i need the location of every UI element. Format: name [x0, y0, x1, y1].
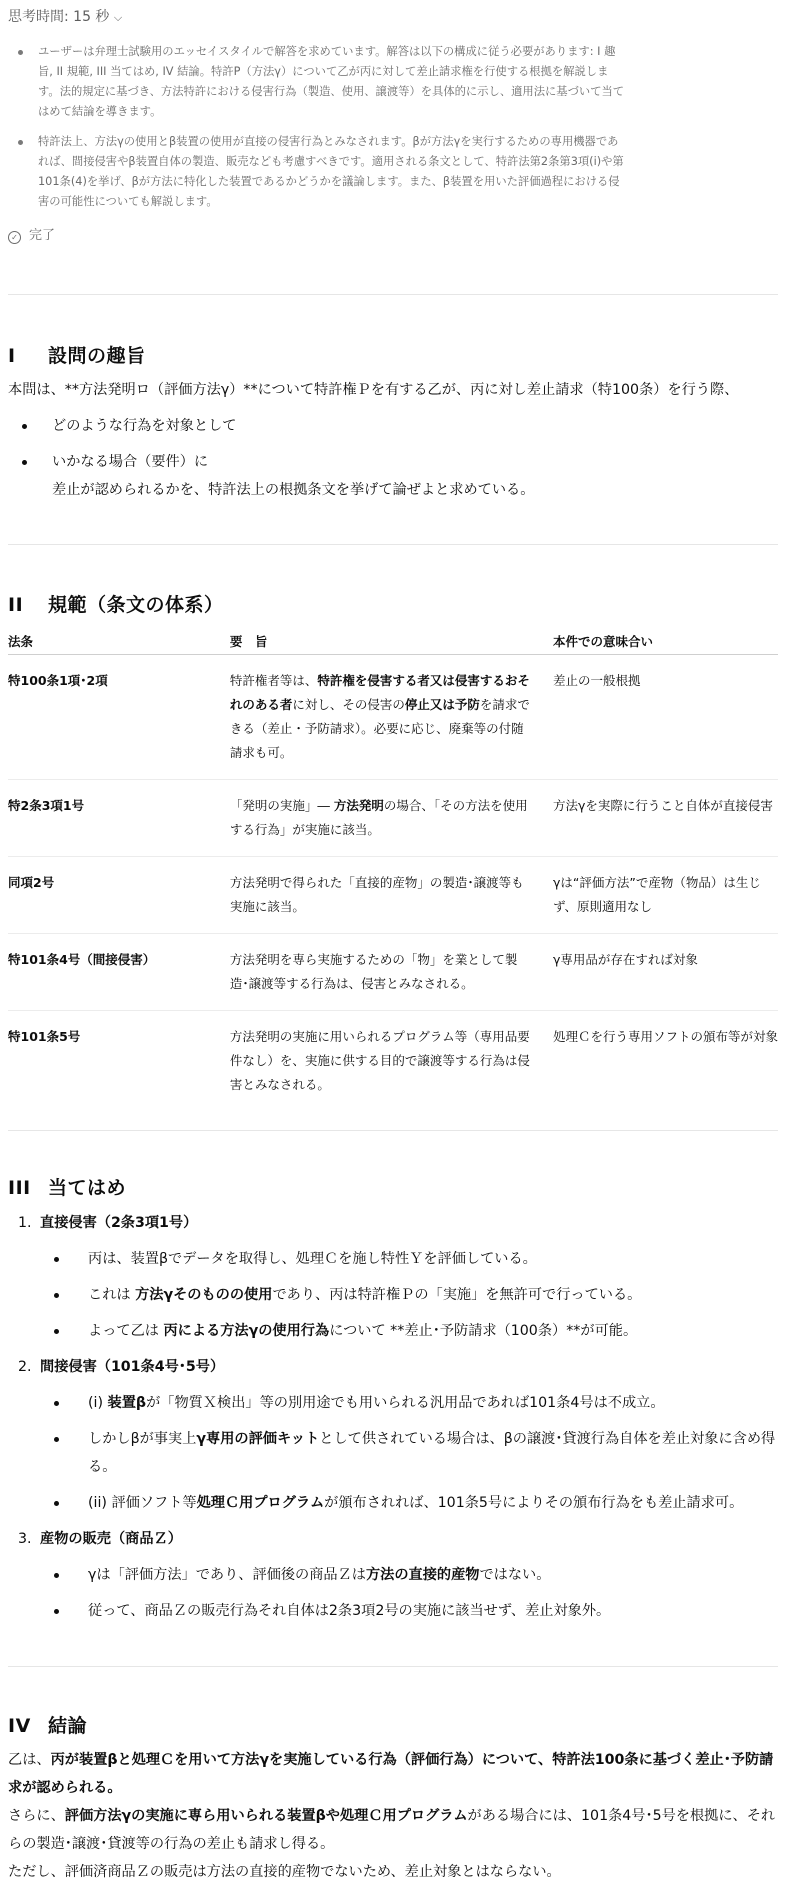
- section-heading: III 当てはめ: [8, 1177, 127, 1199]
- list-item: 丙は、装置βでデータを取得し、処理Ｃを施し特性Ｙを評価している。: [54, 1245, 776, 1273]
- law-table: [8, 628, 778, 1111]
- gist-cell: 方法発明の実施に用いられるプログラム等（専用品要件なし）を、実施に供する目的で譲渡等する行為は侵害とみなされる。: [229, 1029, 530, 1092]
- list-number: 1.: [18, 1215, 32, 1231]
- divider: [8, 1130, 778, 1131]
- list-title: 産物の販売（商品Ｚ）: [40, 1531, 182, 1547]
- table-row: [8, 857, 778, 934]
- list-item: よって乙は 丙による方法γの使用行為について **差止･予防請求（100条）**が可能。: [54, 1317, 776, 1345]
- meaning-cell: γは“評価方法”で産物（物品）は生じず、原則適用なし: [553, 857, 778, 934]
- meaning-cell: 処理Ｃを行う専用ソフトの頒布等が対象: [552, 1029, 778, 1044]
- list-item: 従って、商品Ｚの販売行為それ自体は2条3項2号の実施に該当せず、差止対象外。: [54, 1597, 776, 1625]
- list-number: 3.: [18, 1531, 32, 1547]
- thinking-header: 思考時間: 15 秒: [8, 9, 110, 25]
- column-header: 法条: [8, 628, 230, 655]
- chevron-down-icon: ⌵: [113, 11, 123, 24]
- law-cell: 同項2号: [8, 857, 230, 934]
- table-row: [8, 780, 778, 857]
- gist-cell: 特許権者等は、特許権を侵害する者又は侵害するおそれのある者に対し、その侵害の停止又は予防を請求できる（差止・予防請求）。必要に応じ、廃棄等の付随請求も可。: [230, 655, 553, 780]
- thinking-done: [8, 224, 55, 244]
- section-heading: IV 結論: [8, 1715, 88, 1737]
- list-number: 2.: [18, 1359, 32, 1375]
- meaning-cell: γ専用品が存在すれば対象: [553, 934, 778, 1011]
- law-cell: 特100条1項･2項: [8, 655, 230, 780]
- thinking-bullet: ユーザーは弁理士試験用のエッセイスタイルで解答を求めています。解答は以下の構成に従う必要があります: I 趣旨, II 規範, III 当てはめ, IV 結論。特許P（方法γ）について乙が丙に対して差止請求権を行使する根拠を解説します。法的規定に基づき、方法特許における侵害行為（製造、使用、譲渡等）を具体的に示し、適用法に基づいて当てはめて結論を導きます。: [8, 42, 628, 122]
- done-label: 完了: [29, 228, 56, 243]
- conclusion-paragraph: ただし、評価済商品Ｚの販売は方法の直接的産物でないため、差止対象とはならない。: [8, 1864, 561, 1880]
- section-heading: II 規範（条文の体系）: [8, 594, 224, 616]
- list-item: しかしβが事実上γ専用の評価キットとして供されている場合は、βの譲渡･貸渡行為自体を差止対象に含め得る。: [54, 1425, 776, 1481]
- list-item: これは 方法γそのものの使用であり、丙は特許権Ｐの「実施」を無許可で行っている。: [54, 1281, 776, 1309]
- law-cell: 特101条5号: [8, 1029, 81, 1044]
- table-row: [8, 934, 778, 1011]
- table-row: [8, 655, 778, 780]
- list-item: (ii) 評価ソフト等処理Ｃ用プログラムが頒布されれば、101条5号によりその頒布行為をも差止請求可。: [54, 1489, 776, 1517]
- list-title: 直接侵害（2条3項1号）: [40, 1215, 198, 1231]
- list-item: (i) 装置βが「物質Ｘ検出」等の別用途でも用いられる汎用品であれば101条4号は不成立。: [54, 1389, 776, 1417]
- section-heading: I 設問の趣旨: [8, 345, 146, 367]
- section-text: 差止が認められるかを、特許法上の根拠条文を挙げて論ぜよと求めている。: [52, 482, 535, 498]
- gist-cell: 方法発明を専ら実施するための「物」を業として製造･譲渡等する行為は、侵害とみなされる。: [230, 934, 553, 1011]
- column-header: 要 旨: [230, 628, 553, 655]
- gist-cell: 方法発明で得られた「直接的産物」の製造･譲渡等も実施に該当。: [230, 857, 553, 934]
- divider: [8, 294, 778, 295]
- list-title: 間接侵害（101条4号･5号）: [40, 1359, 225, 1375]
- table-row: [8, 1011, 778, 1112]
- list-item: γは「評価方法」であり、評価後の商品Ｚは方法の直接的産物ではない。: [54, 1561, 776, 1589]
- meaning-cell: 方法γを実際に行うこと自体が直接侵害: [553, 780, 778, 857]
- gist-cell: 「発明の実施」― 方法発明の場合、「その方法を使用する行為」が実施に該当。: [230, 780, 553, 857]
- table-header-row: [8, 628, 778, 655]
- check-circle-icon: ✓: [8, 231, 21, 244]
- law-cell: 特101条4号（間接侵害）: [8, 934, 230, 1011]
- conclusion-paragraph: 乙は、丙が装置βと処理Ｃを用いて方法γを実施している行為（評価行為）について、特許法100条に基づく差止･予防請求が認められる。: [8, 1752, 774, 1796]
- divider: [8, 1666, 778, 1667]
- section-intro: 本問は、**方法発明ロ（評価方法γ）**について特許権Ｐを有する乙が、丙に対し差止請求（特100条）を行う際、: [8, 382, 739, 398]
- thinking-bullet: 特許法上、方法γの使用とβ装置の使用が直接の侵害行為とみなされます。βが方法γを実行するための専用機器であれば、間接侵害やβ装置自体の製造、販売なども考慮すべきです。適用される条文として、特許法第2条第3項(i)や第101条(4)を挙げ、βが方法に特化した装置であるかどうかを議論します。また、β装置を用いた評価過程における侵害の可能性についても解説します。: [8, 132, 628, 212]
- law-cell: 特2条3項1号: [8, 780, 230, 857]
- thinking-toggle[interactable]: [8, 6, 122, 26]
- column-header: 本件での意味合い: [553, 628, 778, 655]
- list-item: どのような行為を対象として: [8, 412, 236, 440]
- divider: [8, 544, 778, 545]
- list-item: いかなる場合（要件）に: [8, 448, 208, 476]
- thinking-list: [8, 42, 628, 222]
- meaning-cell: 差止の一般根拠: [553, 655, 778, 780]
- conclusion-paragraph: さらに、評価方法γの実施に専ら用いられる装置βや処理Ｃ用プログラムがある場合には、101条4号･5号を根拠に、それらの製造･譲渡･貸渡等の行為の差止も請求し得る。: [8, 1808, 776, 1852]
